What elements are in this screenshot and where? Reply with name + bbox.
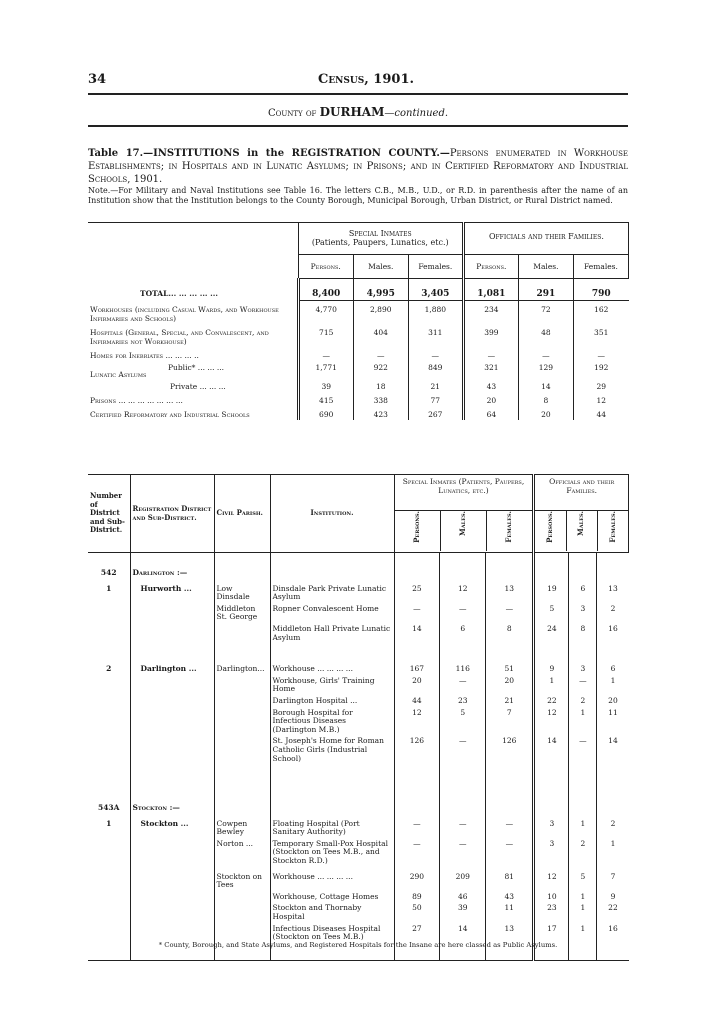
lunatic-label: Lunatic Asylums <box>90 369 147 379</box>
detail-num <box>88 735 130 764</box>
detail-cell: 5 <box>534 603 569 623</box>
detail-row <box>88 643 629 675</box>
summary-cell: 404 <box>353 324 408 347</box>
summary-cell: 192 <box>594 362 609 372</box>
detail-reg <box>130 603 214 623</box>
detail-cell: 46 <box>440 891 486 903</box>
summary-cell: 1,771 <box>298 361 353 380</box>
detail-num: 1 <box>88 814 130 838</box>
county-prefix: County of <box>267 108 317 119</box>
summary-cell: 3,405 <box>408 279 463 301</box>
summary-cell: 129 <box>518 361 573 380</box>
detail-cell: 44 <box>394 695 440 707</box>
detail-institution: St. Joseph's Home for Roman Catholic Girls (Industrial School) <box>270 735 394 764</box>
summary-row <box>88 392 629 406</box>
detail-cell: 20 <box>486 675 534 695</box>
detail-reg <box>130 735 214 764</box>
detail-institution <box>270 553 394 579</box>
summary-row <box>88 347 629 361</box>
detail-reg: Stockton ... <box>130 814 214 838</box>
detail-cell: 1 <box>569 923 597 943</box>
detail-institution: Temporary Small-Pox Hospital (Stockton on Tees M.B., and Stockton R.D.) <box>270 838 394 867</box>
detail-cell: 12 <box>534 707 569 736</box>
detail-cell: 1 <box>610 838 616 848</box>
detail-reg <box>130 623 214 643</box>
detail-reg: Hurworth ... <box>130 579 214 603</box>
detail-parish <box>214 695 270 707</box>
summary-cell: — <box>597 350 605 360</box>
detail-num <box>88 891 130 903</box>
detail-cell: — <box>486 814 534 838</box>
detail-reg: Darlington ... <box>130 643 214 675</box>
footnote: * County, Borough, and State Asylums, and Registered Hospitals for the Insane are here classed as Public Asylums. <box>158 941 558 949</box>
detail-h-persons: Persons. <box>411 511 421 543</box>
detail-cell: 27 <box>394 923 440 943</box>
detail-cell <box>394 553 440 579</box>
detail-parish <box>214 891 270 903</box>
detail-parish <box>214 902 270 922</box>
detail-cell <box>486 553 534 579</box>
detail-cell: 22 <box>534 695 569 707</box>
detail-parish: Stockton on Tees <box>214 867 270 891</box>
detail-h-males: Males. <box>458 511 468 537</box>
summary-row-label: Private ... ... ... <box>170 381 226 391</box>
detail-num <box>88 675 130 695</box>
county-rule <box>88 125 628 127</box>
header-rule <box>88 93 628 95</box>
summary-cell: 20 <box>463 392 518 406</box>
detail-h-off-persons: Persons. <box>545 511 555 543</box>
detail-cell <box>486 764 534 814</box>
detail-reg <box>130 891 214 903</box>
detail-h-off-males: Males. <box>576 511 586 537</box>
detail-cell: 126 <box>486 735 534 764</box>
summary-row <box>88 324 629 347</box>
summary-cell: 690 <box>298 406 353 420</box>
summary-cell: 8,400 <box>298 279 353 301</box>
detail-row <box>88 814 629 838</box>
page-title: Census, 1901. <box>317 72 415 87</box>
summary-cell: 29 <box>596 381 606 391</box>
detail-num: 542 <box>88 553 130 579</box>
summary-row-label: Prisons ... ... ... ... ... ... ... <box>90 395 183 405</box>
detail-cell: 1 <box>610 675 616 685</box>
summary-cell: 321 <box>463 361 518 380</box>
summary-cell: 8 <box>518 392 573 406</box>
table-title <box>88 147 628 186</box>
summary-cell: — <box>463 347 518 361</box>
summary-cell: 351 <box>594 327 609 337</box>
summary-cell: 21 <box>408 380 463 392</box>
table-title-label: Table 17.—INSTITUTIONS in the REGISTRATION COUNTY.— <box>88 148 450 159</box>
detail-cell: 14 <box>534 735 569 764</box>
detail-body <box>88 553 629 961</box>
detail-cell <box>534 764 569 814</box>
detail-cell: 39 <box>440 902 486 922</box>
detail-cell: — <box>486 603 534 623</box>
detail-cell: 89 <box>394 891 440 903</box>
detail-cell: 2 <box>569 838 597 867</box>
detail-institution: Floating Hospital (Port Sanitary Authority) <box>270 814 394 838</box>
detail-parish <box>214 764 270 814</box>
summary-row-label: Homes for Inebriates ... ... ... .. <box>90 350 199 360</box>
detail-cell: 14 <box>440 923 486 943</box>
detail-cell: 23 <box>440 695 486 707</box>
detail-cell: 6 <box>440 623 486 643</box>
detail-num <box>88 923 130 943</box>
summary-cell: 20 <box>518 406 573 420</box>
detail-parish: Norton ... <box>214 838 270 867</box>
detail-cell: 167 <box>394 643 440 675</box>
detail-cell: 1 <box>569 891 597 903</box>
detail-cell: 1 <box>569 902 597 922</box>
detail-institution: Ropner Convalescent Home <box>270 603 394 623</box>
detail-institution: Workhouse, Cottage Homes <box>270 891 394 903</box>
detail-row <box>88 623 629 643</box>
detail-reg <box>130 675 214 695</box>
summary-cell: — <box>298 347 353 361</box>
detail-cell: 209 <box>440 867 486 891</box>
detail-h-number: Number of District and Sub-District. <box>88 475 130 553</box>
summary-cell: 4,770 <box>298 301 353 324</box>
detail-cell: 7 <box>610 871 616 881</box>
detail-num: 2 <box>88 643 130 675</box>
detail-parish: Cowpen Bewley <box>214 814 270 838</box>
detail-num: 543A <box>88 764 130 814</box>
detail-institution: Darlington Hospital ... <box>270 695 394 707</box>
detail-cell: 43 <box>486 891 534 903</box>
summary-cell: 234 <box>463 301 518 324</box>
summary-col-off-males: Males. <box>518 255 573 279</box>
detail-cell <box>597 553 629 579</box>
detail-cell: 1 <box>569 814 597 838</box>
detail-cell: 1 <box>534 675 569 695</box>
detail-reg <box>130 902 214 922</box>
detail-reg <box>130 695 214 707</box>
summary-cell: — <box>353 347 408 361</box>
detail-cell: 3 <box>534 838 569 867</box>
detail-cell: 19 <box>534 579 569 603</box>
detail-cell: — <box>569 735 597 764</box>
summary-col-females: Females. <box>408 255 463 279</box>
detail-cell: 8 <box>486 623 534 643</box>
summary-cell: 64 <box>463 406 518 420</box>
detail-institution: Infectious Diseases Hospital (Stockton on Tees M.B.) <box>270 923 394 943</box>
detail-cell: 116 <box>440 643 486 675</box>
detail-parish <box>214 735 270 764</box>
summary-special-header: Special Inmates (Patients, Paupers, Lunatics, etc.) <box>298 223 463 255</box>
summary-cell: 72 <box>518 301 573 324</box>
detail-cell: — <box>569 675 597 695</box>
summary-cell: 311 <box>408 324 463 347</box>
detail-cell <box>440 553 486 579</box>
detail-cell: 6 <box>569 579 597 603</box>
page-number: 34 <box>88 72 107 87</box>
detail-table <box>88 474 629 961</box>
detail-cell: 20 <box>394 675 440 695</box>
detail-cell <box>534 553 569 579</box>
summary-cell: 43 <box>463 380 518 392</box>
detail-parish <box>214 707 270 736</box>
summary-cell: 18 <box>353 380 408 392</box>
detail-institution <box>270 764 394 814</box>
detail-cell: 51 <box>486 643 534 675</box>
detail-cell: 1 <box>569 707 597 736</box>
detail-cell: — <box>394 603 440 623</box>
summary-row-label: Hospitals (General, Special, and Convalescent, and Infirmaries not Workhouse) <box>90 327 269 346</box>
summary-cell: 1,081 <box>463 279 518 301</box>
detail-reg <box>130 707 214 736</box>
summary-cell: 12 <box>596 395 606 405</box>
detail-cell: 24 <box>534 623 569 643</box>
detail-cell: 14 <box>394 623 440 643</box>
detail-cell: 7 <box>486 707 534 736</box>
detail-cell: 21 <box>486 695 534 707</box>
detail-row <box>88 707 629 736</box>
detail-parish: Darlington... <box>214 643 270 675</box>
detail-cell: 11 <box>608 707 618 717</box>
summary-row-label: Public* ... ... ... <box>168 362 225 372</box>
summary-row <box>88 406 629 420</box>
detail-cell: 3 <box>569 603 597 623</box>
detail-row <box>88 579 629 603</box>
summary-cell: 415 <box>298 392 353 406</box>
detail-num <box>88 838 130 867</box>
detail-h-parish: Civil Parish. <box>214 475 270 553</box>
summary-cell: 291 <box>518 279 573 301</box>
detail-num: 1 <box>88 579 130 603</box>
summary-cell: 849 <box>408 361 463 380</box>
summary-cell: 267 <box>408 406 463 420</box>
detail-num <box>88 902 130 922</box>
summary-col-males: Males. <box>353 255 408 279</box>
detail-cell: 5 <box>440 707 486 736</box>
detail-h-officials: Officials and their Families. <box>535 475 628 511</box>
summary-cell: 14 <box>518 380 573 392</box>
summary-cell: 423 <box>353 406 408 420</box>
detail-row <box>88 675 629 695</box>
detail-cell: 2 <box>610 603 616 613</box>
detail-cell <box>569 553 597 579</box>
detail-cell: 13 <box>608 583 618 593</box>
summary-row <box>88 301 629 324</box>
detail-cell: 6 <box>610 664 616 674</box>
summary-row-label: Certified Reformatory and Industrial Schools <box>90 409 250 419</box>
detail-h-special: Special Inmates (Patients, Paupers, Lunatics, etc.) <box>395 475 533 511</box>
summary-row <box>88 361 629 380</box>
summary-row <box>88 279 629 301</box>
detail-h-inst: Institution. <box>270 475 394 553</box>
county-name: DURHAM <box>319 105 385 119</box>
detail-cell: 3 <box>569 643 597 675</box>
table-title-text: Persons enumerated in Workhouse Establishments; in Hospitals and in Lunatic Asylums; in Prisons; and in Certified Reformatory and Industrial Schools, 1901. <box>88 148 628 185</box>
detail-parish <box>214 553 270 579</box>
summary-row <box>88 380 629 392</box>
summary-cell: — <box>518 347 573 361</box>
detail-cell: 81 <box>486 867 534 891</box>
summary-cell: 77 <box>408 392 463 406</box>
detail-cell: 8 <box>569 623 597 643</box>
note: Note.—For Military and Naval Institutions see Table 16. The letters C.B., M.B., U.D., or R.D. in parenthesis after the name of an Institution show that the Institution belongs to the County Borough, Municipal Borough, Urban District, or Rural District named. <box>88 186 628 205</box>
detail-reg <box>130 838 214 867</box>
detail-cell: 25 <box>394 579 440 603</box>
detail-cell: 13 <box>486 923 534 943</box>
detail-cell: 50 <box>394 902 440 922</box>
detail-parish <box>214 923 270 943</box>
summary-cell: 48 <box>518 324 573 347</box>
detail-institution: Borough Hospital for Infectious Diseases (Darlington M.B.) <box>270 707 394 736</box>
detail-num <box>88 623 130 643</box>
detail-cell: 14 <box>608 736 618 746</box>
summary-cell: 338 <box>353 392 408 406</box>
detail-cell: 20 <box>608 695 618 705</box>
summary-cell: 4,995 <box>353 279 408 301</box>
detail-institution: Workhouse, Girls' Training Home <box>270 675 394 695</box>
detail-row <box>88 553 629 579</box>
detail-parish <box>214 675 270 695</box>
summary-officials-header: Officials and their Families. <box>463 223 628 255</box>
detail-reg: Darlington :— <box>130 553 214 579</box>
detail-cell: 16 <box>608 923 618 933</box>
detail-reg <box>130 923 214 943</box>
detail-num <box>88 603 130 623</box>
detail-parish: Low Dinsdale <box>214 579 270 603</box>
detail-row <box>88 764 629 814</box>
detail-cell: 12 <box>394 707 440 736</box>
detail-row <box>88 902 629 922</box>
summary-cell: 39 <box>298 380 353 392</box>
detail-row <box>88 891 629 903</box>
detail-institution: Workhouse ... ... ... ... <box>270 867 394 891</box>
summary-col-off-persons: Persons. <box>463 255 518 279</box>
detail-row <box>88 695 629 707</box>
detail-row <box>88 735 629 764</box>
summary-col-persons: Persons. <box>298 255 353 279</box>
detail-num <box>88 695 130 707</box>
detail-cell: — <box>394 838 440 867</box>
detail-cell <box>440 764 486 814</box>
summary-row-label: TOTAL... ... ... ... ... <box>140 288 218 298</box>
detail-parish <box>214 623 270 643</box>
detail-cell: 2 <box>610 818 616 828</box>
summary-cell: 44 <box>596 409 606 419</box>
summary-cell: 2,890 <box>353 301 408 324</box>
summary-cell: 922 <box>353 361 408 380</box>
detail-cell: — <box>440 735 486 764</box>
detail-institution: Dinsdale Park Private Lunatic Asylum <box>270 579 394 603</box>
detail-cell: 5 <box>569 867 597 891</box>
county-suffix: —continued. <box>384 108 449 119</box>
detail-cell <box>597 764 629 814</box>
summary-cell: 790 <box>573 279 628 301</box>
detail-row <box>88 867 629 891</box>
detail-cell <box>569 764 597 814</box>
detail-cell: — <box>486 838 534 867</box>
detail-cell: 16 <box>608 623 618 633</box>
detail-cell: 11 <box>486 902 534 922</box>
detail-num <box>88 867 130 891</box>
summary-row-label: Workhouses (including Casual Wards, and Workhouse Infirmaries and Schools) <box>90 304 279 323</box>
detail-h-off-females: Females. <box>607 511 617 543</box>
summary-cell: 399 <box>463 324 518 347</box>
county-line <box>88 105 628 119</box>
detail-h-reg: Registration District and Sub-District. <box>130 475 214 553</box>
detail-cell: — <box>440 814 486 838</box>
detail-row <box>88 923 629 943</box>
detail-cell: 290 <box>394 867 440 891</box>
detail-cell: 23 <box>534 902 569 922</box>
detail-parish: Middleton St. George <box>214 603 270 623</box>
detail-row <box>88 603 629 623</box>
detail-cell: 22 <box>608 903 618 913</box>
detail-cell: 17 <box>534 923 569 943</box>
detail-h-females: Females. <box>504 511 514 543</box>
summary-cell: 1,880 <box>408 301 463 324</box>
detail-cell: — <box>440 675 486 695</box>
summary-cell: 162 <box>594 305 609 314</box>
detail-num <box>88 707 130 736</box>
detail-institution: Middleton Hall Private Lunatic Asylum <box>270 623 394 643</box>
detail-cell: 126 <box>394 735 440 764</box>
summary-cell: — <box>408 347 463 361</box>
summary-body <box>88 279 629 420</box>
detail-institution: Workhouse ... ... ... ... <box>270 643 394 675</box>
detail-cell: — <box>440 838 486 867</box>
detail-cell: 10 <box>534 891 569 903</box>
detail-reg <box>130 867 214 891</box>
detail-cell: 9 <box>610 891 616 901</box>
detail-cell: — <box>394 814 440 838</box>
detail-cell: 12 <box>534 867 569 891</box>
detail-cell: — <box>440 603 486 623</box>
detail-cell: 9 <box>534 643 569 675</box>
detail-cell: 12 <box>440 579 486 603</box>
summary-cell: 715 <box>298 324 353 347</box>
detail-cell: 2 <box>569 695 597 707</box>
detail-institution: Stockton and Thornaby Hospital <box>270 902 394 922</box>
summary-table <box>88 222 629 420</box>
detail-cell <box>394 764 440 814</box>
detail-reg: Stockton :— <box>130 764 214 814</box>
detail-row <box>88 838 629 867</box>
detail-cell: 13 <box>486 579 534 603</box>
summary-col-off-females: Females. <box>573 255 628 279</box>
detail-cell: 3 <box>534 814 569 838</box>
